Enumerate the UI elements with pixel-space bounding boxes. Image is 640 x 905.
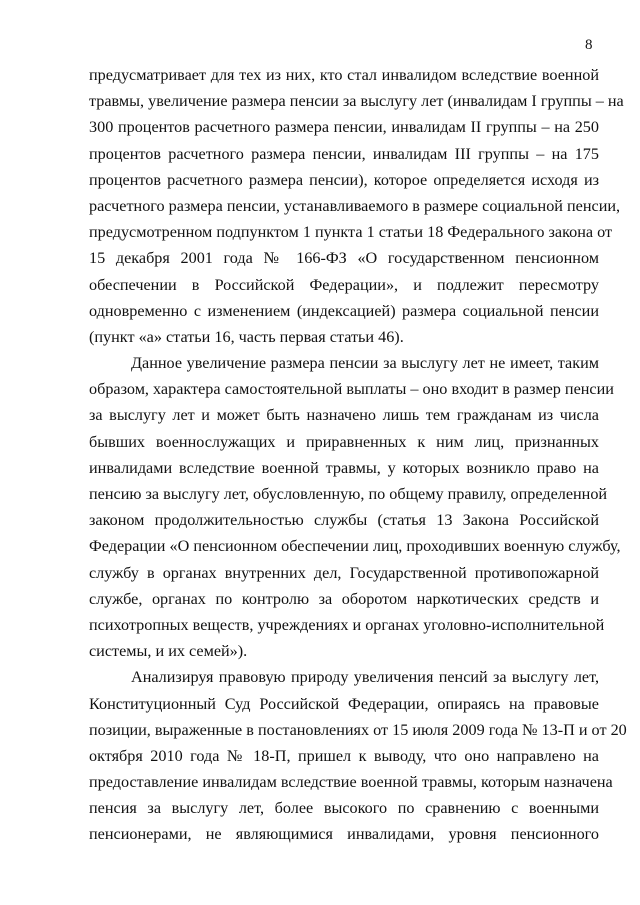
paragraph	[89, 62, 624, 350]
text-line: обеспечении в Российской Федерации», и подлежит пересмотру	[89, 275, 599, 294]
text-line: процентов расчетного размера пенсии), которое определяется исходя из	[89, 170, 599, 189]
text-line: 15 декабря 2001 года № 166-ФЗ «О государственном пенсионном	[89, 249, 599, 268]
text-line: Конституционный Суд Российской Федерации, опираясь на правовые	[89, 694, 599, 713]
document-body	[89, 62, 627, 848]
text-line: предоставление инвалидам вследствие военной травмы, которым назначена	[89, 773, 613, 792]
paragraph	[89, 664, 627, 847]
text-line: предусматривает для тех из них, кто стал инвалидом вследствие военной	[89, 66, 599, 84]
paragraph	[89, 350, 621, 664]
text-line: службе, органах по контролю за оборотом наркотических средств и	[89, 589, 599, 608]
text-line: процентов расчетного размера пенсии, инвалидам III группы – на 175	[89, 144, 599, 163]
text-line: образом, характера самостоятельной выплаты – оно входит в размер пенсии	[89, 380, 614, 399]
text-line: травмы, увеличение размера пенсии за выслугу лет (инвалидам I группы – на	[89, 92, 624, 111]
text-line: Федерации «О пенсионном обеспечении лиц, проходивших военную службу,	[89, 537, 621, 556]
text-line: Анализируя правовую природу увеличения пенсий за выслугу лет,	[131, 668, 599, 687]
text-line: расчетного размера пенсии, устанавливаемого в размере социальной пенсии,	[89, 196, 621, 215]
text-line: службу в органах внутренних дел, Государственной противопожарной	[89, 563, 599, 582]
text-line: (пункт «а» статьи 16, часть первая статьи 46).	[89, 327, 404, 346]
text-line: 300 процентов расчетного размера пенсии, инвалидам II группы – на 250	[89, 118, 599, 137]
text-line: инвалидами вследствие военной травмы, у которых возникло право на	[89, 458, 599, 477]
page-number: 8	[585, 37, 593, 53]
text-line: пенсия за выслугу лет, более высокого по сравнению с военными	[89, 799, 599, 818]
text-line: позиции, выраженные в постановлениях от 15 июля 2009 года № 13-П и от 20	[89, 720, 627, 739]
text-line: предусмотренном подпунктом 1 пункта 1 статьи 18 Федерального закона от	[89, 223, 613, 242]
text-line: за выслугу лет и может быть назначено лишь тем гражданам из числа	[89, 406, 599, 425]
text-line: бывших военнослужащих и приравненных к ним лиц, признанных	[89, 432, 599, 451]
text-line: системы, и их семей»).	[89, 642, 248, 661]
text-line: психотропных веществ, учреждениях и органах уголовно-исполнительной	[89, 615, 605, 634]
text-line: пенсионерами, не являющимися инвалидами, уровня пенсионного	[89, 825, 599, 844]
text-line: октября 2010 года № 18-П, пришел к выводу, что оно направлено на	[89, 746, 599, 765]
text-line: одновременно с изменением (индексацией) размера социальной пенсии	[89, 301, 599, 320]
text-line: пенсию за выслугу лет, обусловленную, по общему правилу, определенной	[89, 485, 608, 503]
text-line: Данное увеличение размера пенсии за выслугу лет не имеет, таким	[131, 354, 599, 373]
text-line: законом продолжительностью службы (статья 13 Закона Российской	[89, 511, 599, 530]
